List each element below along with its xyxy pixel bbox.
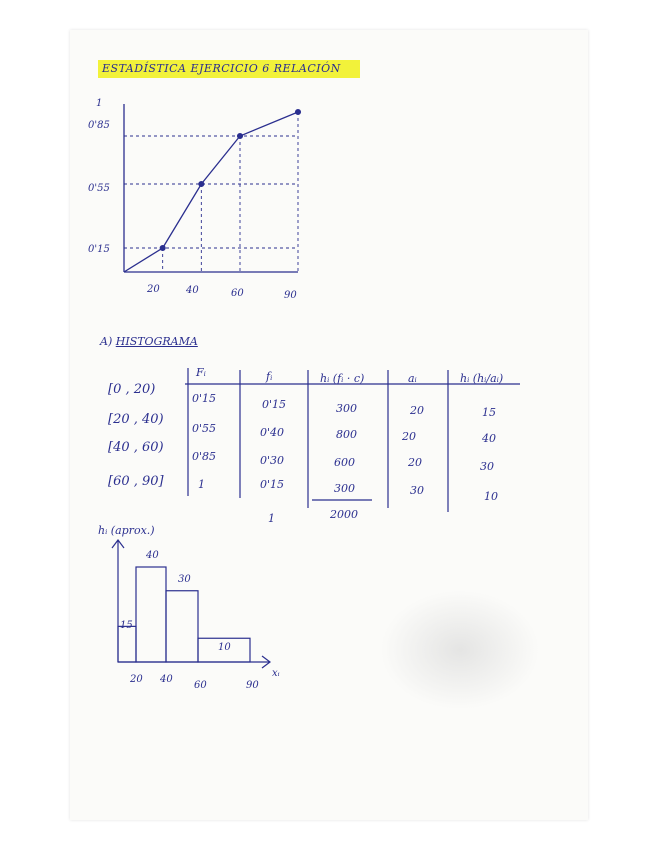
- table-cell-a: 20: [408, 456, 422, 469]
- histogram-y-label: hᵢ (aprox.): [98, 524, 155, 537]
- interval-label: [20 , 40): [108, 412, 164, 427]
- histogram-chart: [112, 540, 270, 668]
- ogive-chart: [124, 104, 300, 272]
- ogive-x-tick: 40: [186, 285, 199, 296]
- section-heading: [100, 335, 198, 348]
- ogive-point: [160, 246, 165, 251]
- ogive-x-tick: 60: [231, 288, 244, 299]
- table-cell-hn: 30: [480, 460, 494, 473]
- histogram-bar: [118, 626, 136, 662]
- ogive-point: [199, 182, 204, 187]
- table-cell-h: 300: [336, 402, 357, 415]
- ogive-x-tick: 20: [147, 284, 160, 295]
- table-cell-h: 600: [334, 456, 355, 469]
- table-cell-f: 0'15: [262, 398, 287, 411]
- ogive-guides: [124, 112, 298, 272]
- table-cell-f: 0'15: [260, 478, 285, 491]
- ogive-points: [160, 110, 300, 251]
- ogive-y-tick: 0'15: [88, 244, 110, 255]
- table-cell-hn: 10: [484, 490, 498, 503]
- table-cell-h: 800: [336, 428, 357, 441]
- table-total-f: 1: [268, 512, 275, 525]
- table-header-h: hᵢ (fᵢ · c): [320, 372, 365, 385]
- ogive-y-top-label: 1: [96, 98, 103, 109]
- table-cell-a: 20: [402, 430, 416, 443]
- ogive-y-tick: 0'55: [88, 183, 110, 194]
- histogram-bar-label: 30: [178, 574, 191, 585]
- interval-label: [40 , 60): [108, 440, 164, 455]
- histogram-bar-label: 15: [120, 620, 133, 631]
- histogram-x-tick: 40: [160, 674, 173, 685]
- ogive-point: [238, 134, 243, 139]
- table-cell-F: 0'85: [192, 450, 217, 463]
- table-header-F: Fᵢ: [196, 366, 206, 379]
- histogram-bar: [166, 591, 198, 662]
- table-cell-hn: 40: [482, 432, 496, 445]
- table-cell-f: 0'40: [260, 426, 285, 439]
- table-cell-a: 20: [410, 404, 424, 417]
- table-cell-hn: 15: [482, 406, 496, 419]
- ogive-x-tick: 90: [284, 290, 297, 301]
- section-label: HISTOGRAMA: [115, 335, 198, 348]
- table-cell-F: 0'55: [192, 422, 217, 435]
- table-header-a: aᵢ: [408, 372, 417, 385]
- table-cell-h: 300: [334, 482, 355, 495]
- section-prefix: A): [100, 335, 113, 348]
- page-title: ESTADÍSTICA EJERCICIO 6 RELACIÓN: [98, 60, 360, 78]
- histogram-x-tick: 90: [246, 680, 259, 691]
- histogram-bar: [136, 567, 166, 662]
- table-cell-a: 30: [410, 484, 424, 497]
- table-cell-F: 1: [198, 478, 205, 491]
- histogram-bar-label: 40: [146, 550, 159, 561]
- histogram-bar-label: 10: [218, 642, 231, 653]
- histogram-x-label: xᵢ: [272, 668, 280, 679]
- table-header-hn: hᵢ (hᵢ/aᵢ): [460, 372, 504, 385]
- table-header-f: fᵢ: [266, 370, 273, 383]
- ogive-point: [296, 110, 301, 115]
- ogive-y-tick: 0'85: [88, 120, 110, 131]
- interval-label: [0 , 20): [108, 382, 156, 397]
- table-cell-f: 0'30: [260, 454, 285, 467]
- histogram-x-tick: 20: [130, 674, 143, 685]
- histogram-x-tick: 60: [194, 680, 207, 691]
- interval-label: [60 , 90]: [108, 474, 164, 489]
- table-total-h: 2000: [330, 508, 358, 521]
- table-cell-F: 0'15: [192, 392, 217, 405]
